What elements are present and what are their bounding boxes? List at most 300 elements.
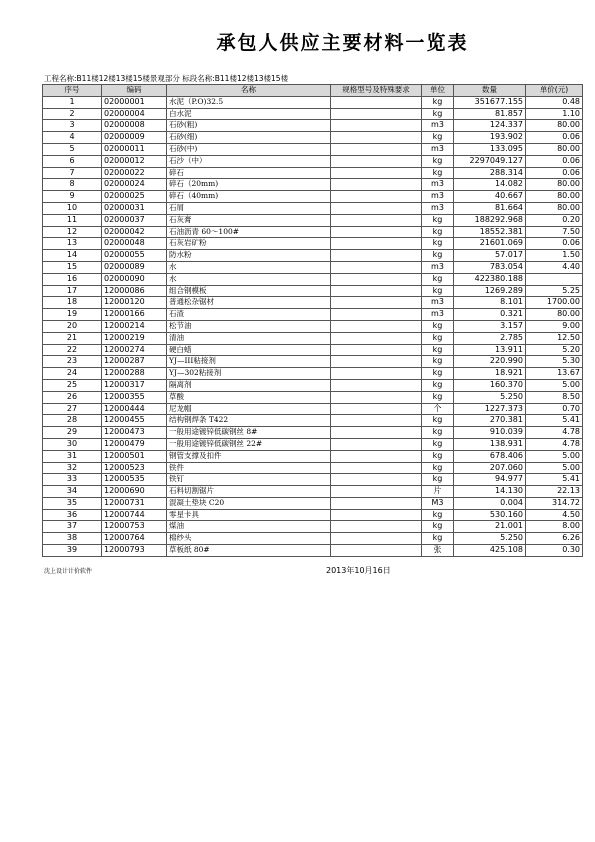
cell-price: 1.50 [526,250,583,262]
cell-spec [331,96,422,108]
cell-name: 清油 [167,332,331,344]
cell-qty: 0.004 [454,497,526,509]
cell-name: 石油沥青 60～100# [167,226,331,238]
cell-spec [331,167,422,179]
cell-name: 煤油 [167,521,331,533]
cell-name: 普通松杂锯材 [167,297,331,309]
cell-code: 12000288 [102,368,167,380]
cell-name: 混凝土垫块 C20 [167,497,331,509]
cell-qty: 2297049.127 [454,155,526,167]
cell-qty: 193.902 [454,132,526,144]
table-row [43,238,583,250]
cell-code: 02000004 [102,108,167,120]
cell-spec [331,273,422,285]
cell-code: 12000535 [102,474,167,486]
cell-name: 草酸 [167,391,331,403]
table-body [43,96,583,556]
cell-qty: 160.370 [454,379,526,391]
table-row [43,486,583,498]
cell-qty: 422380.188 [454,273,526,285]
cell-qty: 13.911 [454,344,526,356]
cell-unit: kg [422,108,454,120]
report-date: 2013年10月16日 [326,566,391,575]
cell-unit: kg [422,344,454,356]
cell-price: 5.41 [526,415,583,427]
cell-code: 12000793 [102,545,167,557]
cell-price: 0.06 [526,167,583,179]
cell-price: 4.50 [526,509,583,521]
cell-no: 13 [43,238,102,250]
cell-spec [331,238,422,250]
materials-table [42,84,583,557]
cell-spec [331,521,422,533]
cell-qty: 783.054 [454,261,526,273]
cell-qty: 678.406 [454,450,526,462]
cell-unit: kg [422,155,454,167]
cell-qty: 81.857 [454,108,526,120]
cell-unit: 张 [422,545,454,557]
cell-no: 12 [43,226,102,238]
cell-spec [331,155,422,167]
table-row [43,379,583,391]
cell-unit: kg [422,356,454,368]
cell-unit: kg [422,379,454,391]
cell-qty: 94.977 [454,474,526,486]
cell-code: 02000011 [102,143,167,155]
cell-qty: 351677.155 [454,96,526,108]
cell-code: 02000009 [102,132,167,144]
cell-qty: 1227.373 [454,403,526,415]
cell-price: 80.00 [526,191,583,203]
cell-price: 5.25 [526,285,583,297]
cell-no: 1 [43,96,102,108]
cell-spec [331,191,422,203]
cell-spec [331,143,422,155]
table-row [43,273,583,285]
cell-qty: 530.160 [454,509,526,521]
table-row [43,155,583,167]
project-info: 工程名称:B11楼12楼13楼15楼景观部分 标段名称:B11楼12楼13楼15楼 [44,74,289,83]
cell-price: 1700.00 [526,297,583,309]
cell-no: 5 [43,143,102,155]
cell-price: 5.30 [526,356,583,368]
col-header-code: 编码 [102,85,167,97]
cell-name: 石料切割锯片 [167,486,331,498]
cell-name: 石沙（中） [167,155,331,167]
table-row [43,320,583,332]
cell-qty: 124.337 [454,120,526,132]
cell-name: 尼龙帽 [167,403,331,415]
cell-spec [331,320,422,332]
cell-qty: 2.785 [454,332,526,344]
table-row [43,285,583,297]
cell-spec [331,250,422,262]
cell-no: 9 [43,191,102,203]
cell-qty: 5.250 [454,533,526,545]
table-row [43,509,583,521]
cell-price: 8.50 [526,391,583,403]
cell-code: 12000731 [102,497,167,509]
cell-name: 石砂(粗) [167,120,331,132]
cell-name: YJ—III粘接剂 [167,356,331,368]
cell-no: 16 [43,273,102,285]
cell-qty: 81.664 [454,202,526,214]
cell-code: 02000042 [102,226,167,238]
cell-no: 2 [43,108,102,120]
cell-spec [331,297,422,309]
cell-code: 02000022 [102,167,167,179]
cell-price: 80.00 [526,143,583,155]
cell-code: 02000024 [102,179,167,191]
cell-unit: kg [422,320,454,332]
cell-code: 12000287 [102,356,167,368]
cell-spec [331,474,422,486]
table-row [43,474,583,486]
cell-no: 33 [43,474,102,486]
table-row [43,415,583,427]
table-row [43,545,583,557]
cell-name: 钢管支撑及扣件 [167,450,331,462]
cell-no: 23 [43,356,102,368]
cell-price: 5.00 [526,379,583,391]
cell-unit: kg [422,332,454,344]
cell-no: 15 [43,261,102,273]
col-header-price: 单价(元) [526,85,583,97]
cell-price: 0.20 [526,214,583,226]
cell-qty: 14.082 [454,179,526,191]
table-row [43,108,583,120]
cell-price: 12.50 [526,332,583,344]
cell-spec [331,379,422,391]
cell-unit: m3 [422,309,454,321]
cell-code: 12000523 [102,462,167,474]
cell-code: 02000025 [102,191,167,203]
cell-name: 结构钢焊条 T422 [167,415,331,427]
cell-qty: 1269.289 [454,285,526,297]
cell-name: 零星卡具 [167,509,331,521]
cell-unit: kg [422,438,454,450]
cell-price: 13.67 [526,368,583,380]
cell-spec [331,214,422,226]
cell-unit: m3 [422,297,454,309]
cell-no: 19 [43,309,102,321]
cell-unit: M3 [422,497,454,509]
cell-unit: kg [422,238,454,250]
cell-name: 石砂(中) [167,143,331,155]
cell-spec [331,545,422,557]
table-row [43,332,583,344]
cell-no: 38 [43,533,102,545]
cell-code: 02000089 [102,261,167,273]
cell-no: 28 [43,415,102,427]
cell-spec [331,450,422,462]
table-row [43,497,583,509]
table-row [43,521,583,533]
table-row [43,120,583,132]
table-row [43,309,583,321]
cell-spec [331,202,422,214]
cell-code: 12000219 [102,332,167,344]
cell-code: 12000086 [102,285,167,297]
cell-price: 0.30 [526,545,583,557]
cell-spec [331,108,422,120]
cell-unit: kg [422,368,454,380]
table-row [43,356,583,368]
cell-name: 防水粉 [167,250,331,262]
cell-code: 12000317 [102,379,167,391]
cell-name: 碎石（20mm) [167,179,331,191]
cell-name: 石屑 [167,202,331,214]
table-row [43,143,583,155]
cell-qty: 220.990 [454,356,526,368]
cell-no: 32 [43,462,102,474]
cell-spec [331,486,422,498]
cell-unit: kg [422,250,454,262]
cell-spec [331,415,422,427]
cell-price: 0.48 [526,96,583,108]
cell-name: 棉纱头 [167,533,331,545]
cell-no: 3 [43,120,102,132]
cell-price: 5.41 [526,474,583,486]
cell-qty: 288.314 [454,167,526,179]
table-row [43,462,583,474]
table-row [43,226,583,238]
cell-name: YJ—302粘接剂 [167,368,331,380]
cell-code: 02000008 [102,120,167,132]
cell-no: 30 [43,438,102,450]
cell-name: 硬白蜡 [167,344,331,356]
table-header-row [43,85,583,97]
cell-spec [331,285,422,297]
col-header-no: 序号 [43,85,102,97]
cell-spec [331,391,422,403]
table-row [43,368,583,380]
cell-spec [331,344,422,356]
cell-no: 31 [43,450,102,462]
table-row [43,391,583,403]
cell-spec [331,309,422,321]
cell-unit: m3 [422,143,454,155]
table-row [43,214,583,226]
cell-price: 0.06 [526,132,583,144]
cell-no: 4 [43,132,102,144]
cell-spec [331,132,422,144]
cell-no: 11 [43,214,102,226]
cell-unit: kg [422,273,454,285]
cell-qty: 5.250 [454,391,526,403]
cell-no: 37 [43,521,102,533]
cell-price [526,273,583,285]
cell-code: 02000090 [102,273,167,285]
cell-code: 02000037 [102,214,167,226]
table-row [43,450,583,462]
cell-no: 21 [43,332,102,344]
cell-price: 80.00 [526,202,583,214]
cell-qty: 425.108 [454,545,526,557]
cell-name: 一般用途镀锌低碳钢丝 8# [167,427,331,439]
cell-code: 12000274 [102,344,167,356]
cell-unit: kg [422,521,454,533]
cell-code: 02000031 [102,202,167,214]
cell-no: 39 [43,545,102,557]
cell-qty: 0.321 [454,309,526,321]
cell-name: 石渣 [167,309,331,321]
cell-price: 0.06 [526,155,583,167]
cell-code: 12000355 [102,391,167,403]
cell-unit: m3 [422,191,454,203]
cell-unit: kg [422,214,454,226]
cell-no: 26 [43,391,102,403]
cell-price: 4.40 [526,261,583,273]
col-header-spec: 规格型号及特殊要求 [331,85,422,97]
cell-spec [331,356,422,368]
cell-spec [331,497,422,509]
table-row [43,250,583,262]
cell-qty: 18552.381 [454,226,526,238]
cell-qty: 18.921 [454,368,526,380]
cell-price: 0.06 [526,238,583,250]
cell-code: 12000166 [102,309,167,321]
cell-name: 石灰膏 [167,214,331,226]
cell-no: 36 [43,509,102,521]
cell-price: 0.70 [526,403,583,415]
cell-no: 22 [43,344,102,356]
cell-no: 14 [43,250,102,262]
cell-spec [331,261,422,273]
cell-price: 4.78 [526,427,583,439]
cell-code: 12000690 [102,486,167,498]
cell-no: 27 [43,403,102,415]
cell-spec [331,462,422,474]
cell-unit: kg [422,285,454,297]
cell-qty: 133.095 [454,143,526,155]
cell-name: 铁钉 [167,474,331,486]
cell-name: 白水泥 [167,108,331,120]
cell-name: 铁件 [167,462,331,474]
cell-price: 6.26 [526,533,583,545]
cell-name: 碎石 [167,167,331,179]
cell-price: 4.78 [526,438,583,450]
cell-qty: 3.157 [454,320,526,332]
table-row [43,297,583,309]
cell-price: 80.00 [526,309,583,321]
col-header-name: 名称 [167,85,331,97]
cell-no: 34 [43,486,102,498]
table-row [43,202,583,214]
col-header-qty: 数量 [454,85,526,97]
software-footer: 沈上设计计价软件 [44,568,93,575]
cell-unit: kg [422,450,454,462]
cell-no: 18 [43,297,102,309]
cell-qty: 14.130 [454,486,526,498]
cell-unit: kg [422,509,454,521]
cell-code: 12000473 [102,427,167,439]
cell-qty: 8.101 [454,297,526,309]
cell-spec [331,403,422,415]
cell-unit: kg [422,462,454,474]
cell-code: 12000444 [102,403,167,415]
cell-code: 12000744 [102,509,167,521]
cell-unit: m3 [422,179,454,191]
cell-spec [331,332,422,344]
cell-no: 17 [43,285,102,297]
cell-unit: kg [422,427,454,439]
cell-spec [331,120,422,132]
table-row [43,427,583,439]
cell-price: 7.50 [526,226,583,238]
cell-name: 松节油 [167,320,331,332]
cell-unit: kg [422,226,454,238]
table-row [43,403,583,415]
cell-spec [331,533,422,545]
cell-code: 12000764 [102,533,167,545]
table-row [43,438,583,450]
cell-unit: 片 [422,486,454,498]
table-row [43,191,583,203]
cell-price: 80.00 [526,179,583,191]
table-row [43,132,583,144]
cell-name: 石灰岩矿粉 [167,238,331,250]
cell-unit: kg [422,96,454,108]
cell-qty: 21.001 [454,521,526,533]
cell-qty: 21601.069 [454,238,526,250]
cell-spec [331,427,422,439]
cell-unit: kg [422,132,454,144]
cell-qty: 270.381 [454,415,526,427]
cell-no: 35 [43,497,102,509]
cell-code: 02000055 [102,250,167,262]
cell-unit: m3 [422,120,454,132]
cell-name: 水 [167,261,331,273]
cell-code: 12000479 [102,438,167,450]
cell-name: 草板纸 80# [167,545,331,557]
cell-no: 20 [43,320,102,332]
cell-qty: 40.667 [454,191,526,203]
cell-unit: kg [422,474,454,486]
cell-name: 隔离剂 [167,379,331,391]
cell-price: 314.72 [526,497,583,509]
cell-spec [331,226,422,238]
cell-price: 5.20 [526,344,583,356]
cell-code: 12000455 [102,415,167,427]
cell-spec [331,179,422,191]
cell-unit: kg [422,415,454,427]
cell-no: 7 [43,167,102,179]
table-row [43,261,583,273]
cell-spec [331,509,422,521]
cell-no: 29 [43,427,102,439]
cell-name: 组合钢模板 [167,285,331,297]
cell-price: 9.00 [526,320,583,332]
cell-name: 水 [167,273,331,285]
table-row [43,344,583,356]
cell-no: 10 [43,202,102,214]
cell-unit: m3 [422,261,454,273]
cell-qty: 207.060 [454,462,526,474]
table-row [43,167,583,179]
cell-name: 一般用途镀锌低碳钢丝 22# [167,438,331,450]
table-row [43,533,583,545]
cell-price: 8.00 [526,521,583,533]
cell-no: 6 [43,155,102,167]
cell-unit: m3 [422,202,454,214]
cell-code: 02000012 [102,155,167,167]
page-title: 承包人供应主要材料一览表 [216,32,469,54]
cell-code: 12000753 [102,521,167,533]
cell-price: 5.00 [526,462,583,474]
cell-spec [331,368,422,380]
cell-code: 02000001 [102,96,167,108]
